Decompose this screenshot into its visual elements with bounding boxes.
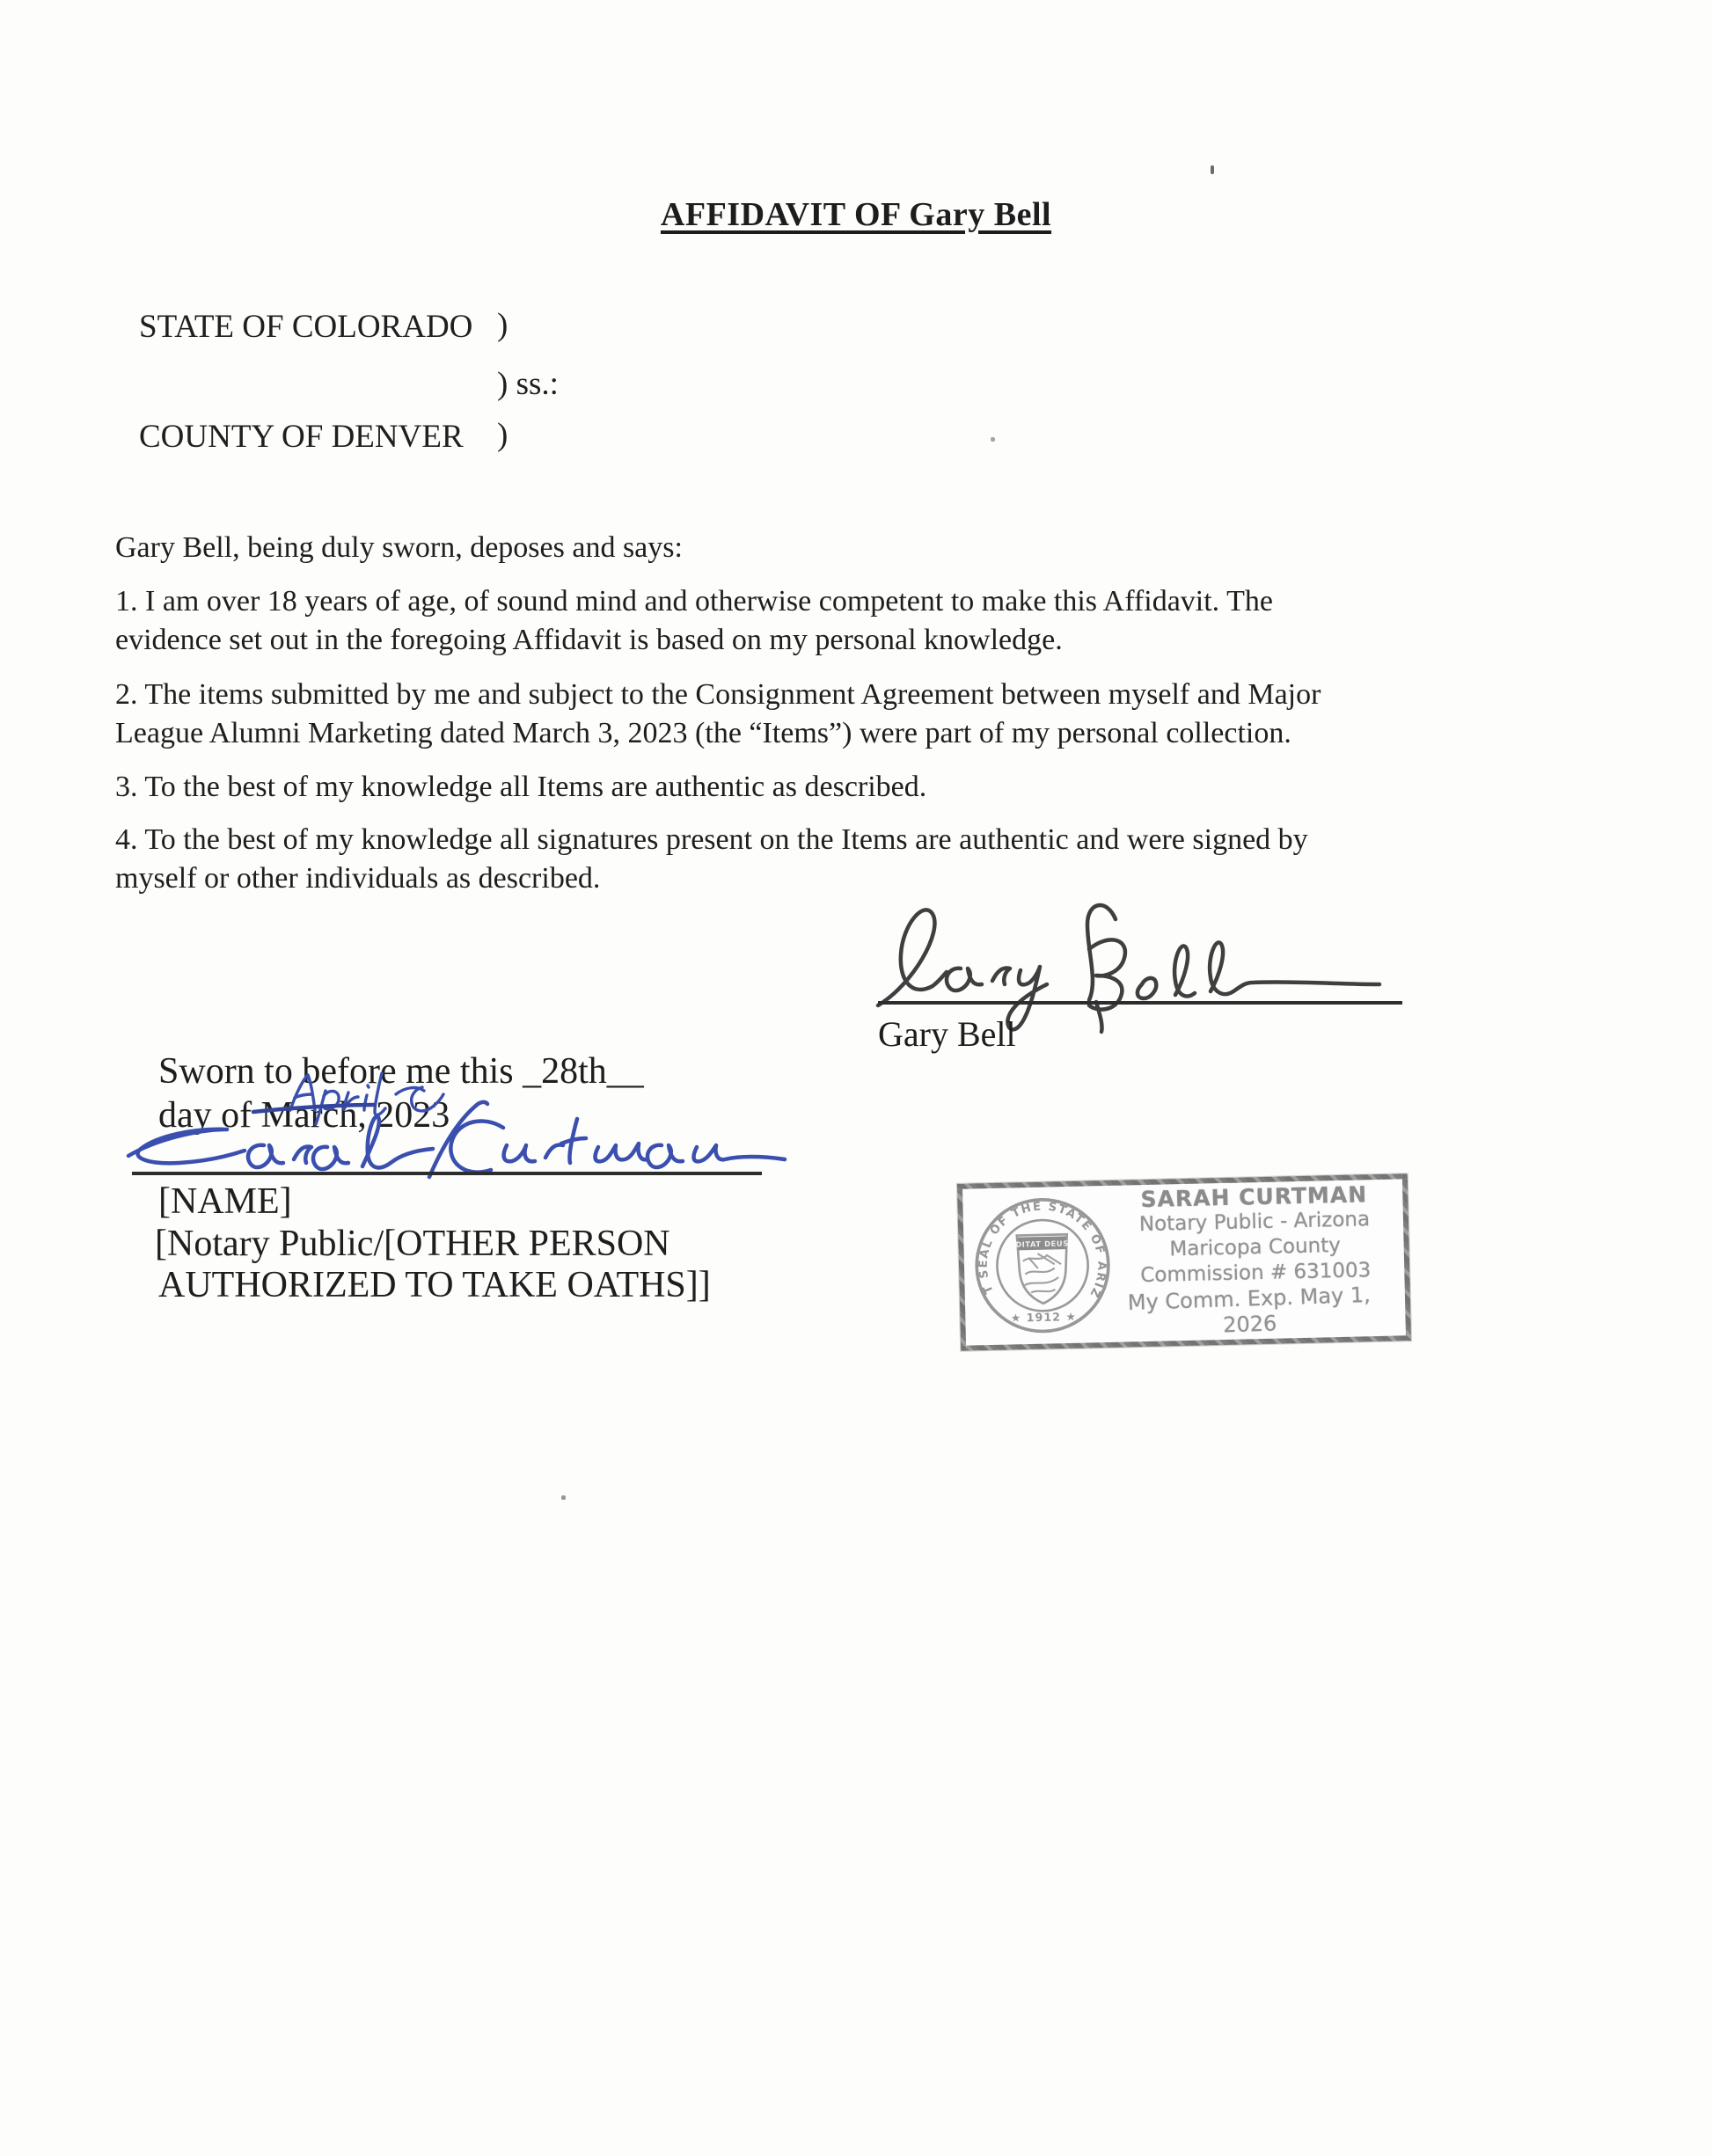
scan-speck bbox=[1211, 165, 1214, 174]
seal-year-text: ★ 1912 ★ bbox=[1010, 1309, 1078, 1325]
notary-stamp bbox=[957, 1173, 1411, 1351]
paragraph-4-line-2: myself or other individuals as described. bbox=[115, 862, 601, 895]
jurat-sworn-line: Sworn to before me this _28th__ bbox=[158, 1051, 644, 1092]
intro-line: Gary Bell, being duly sworn, deposes and says: bbox=[115, 531, 683, 564]
stamp-text-block bbox=[1110, 1180, 1406, 1340]
notary-capacity-line-2: AUTHORIZED TO TAKE OATHS]] bbox=[158, 1265, 711, 1305]
paragraph-2 bbox=[115, 676, 1321, 753]
paragraph-1 bbox=[115, 582, 1273, 660]
venue-county: COUNTY OF DENVER bbox=[139, 419, 464, 455]
paragraph-3 bbox=[115, 768, 926, 807]
jurat-day-prefix: day of bbox=[158, 1095, 261, 1136]
stamp-notary-name: SARAH CURTMAN bbox=[1140, 1181, 1368, 1213]
stamp-title-line: Notary Public - Arizona bbox=[1138, 1208, 1371, 1237]
affiant-printed-name: Gary Bell bbox=[878, 1014, 1016, 1054]
venue-county-paren: ) bbox=[497, 417, 508, 453]
scan-speck bbox=[561, 1495, 566, 1500]
jurat-month-struck: March bbox=[260, 1095, 358, 1136]
affiant-signature-line bbox=[878, 1001, 1402, 1005]
paragraph-2-line-2: League Alumni Marketing dated March 3, 2023 (the “Items”) were part of my personal collection. bbox=[115, 717, 1291, 749]
paragraph-1-line-2: evidence set out in the foregoing Affidavit is based on my personal knowledge. bbox=[115, 624, 1063, 656]
notary-capacity-line-1: [Notary Public/[OTHER PERSON bbox=[155, 1224, 670, 1264]
notary-name-placeholder: [NAME] bbox=[158, 1181, 292, 1222]
venue-state-paren: ) bbox=[497, 307, 508, 343]
scan-speck bbox=[991, 437, 995, 442]
notary-signature-line bbox=[132, 1172, 762, 1175]
notary-signature-ink bbox=[123, 1110, 792, 1189]
stamp-county-line: Maricopa County bbox=[1169, 1233, 1342, 1261]
paragraph-3-line-1: 3. To the best of my knowledge all Items are authentic as described. bbox=[115, 771, 927, 803]
paragraph-1-line-1: 1. I am over 18 years of age, of sound mind and otherwise competent to make this Affidavit. The bbox=[115, 585, 1273, 618]
jurat-day-suffix: , 2023 bbox=[357, 1095, 450, 1136]
stamp-commission-line: Commission # 631003 bbox=[1140, 1259, 1372, 1288]
stamp-expiry-line: My Comm. Exp. May 1, 2026 bbox=[1127, 1282, 1372, 1338]
paragraph-2-line-1: 2. The items submitted by me and subject to the Consignment Agreement between myself and Major bbox=[115, 678, 1321, 711]
seal-ring-text: GREAT SEAL OF THE STATE OF ARIZONA bbox=[965, 1188, 1108, 1301]
venue-state: STATE OF COLORADO bbox=[139, 309, 473, 345]
paragraph-4 bbox=[115, 821, 1308, 898]
document-title: AFFIDAVIT OF Gary Bell bbox=[660, 196, 1052, 233]
arizona-state-seal bbox=[965, 1188, 1114, 1337]
seal-landscape-scribbles bbox=[1023, 1253, 1062, 1292]
seal-motto-text: DITAT DEUS bbox=[1015, 1239, 1069, 1249]
venue-ss: ) ss.: bbox=[497, 366, 559, 402]
paragraph-4-line-1: 4. To the best of my knowledge all signatures present on the Items are authentic and were signed by bbox=[115, 823, 1308, 856]
